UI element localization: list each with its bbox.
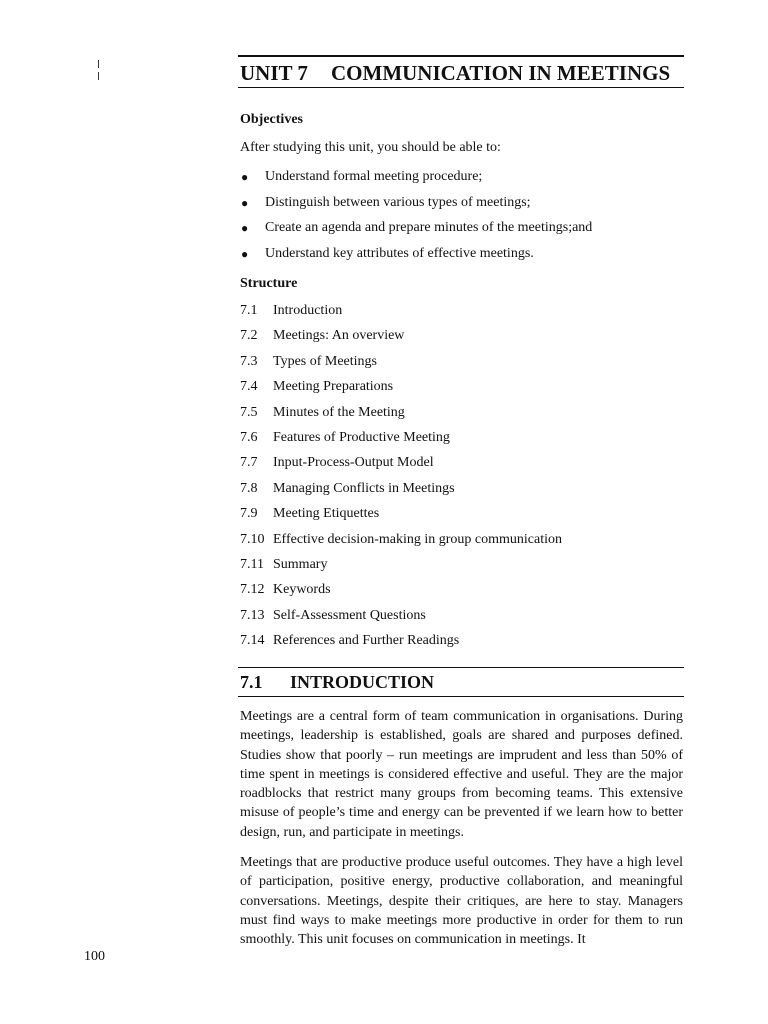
structure-item-title: Minutes of the Meeting bbox=[273, 404, 405, 420]
bullet-icon: ● bbox=[241, 221, 249, 235]
structure-item bbox=[240, 505, 562, 530]
structure-item-title: Features of Productive Meeting bbox=[273, 429, 450, 445]
structure-item bbox=[240, 353, 562, 378]
section-title: INTRODUCTION bbox=[290, 672, 435, 692]
structure-item-number: 7.7 bbox=[240, 455, 258, 471]
section-header bbox=[238, 667, 684, 697]
structure-item-number: 7.12 bbox=[240, 582, 265, 598]
objective-text: Create an agenda and prepare minutes of the meetings;and bbox=[265, 220, 593, 235]
structure-item-title: Meetings: An overview bbox=[273, 328, 405, 344]
structure-item-number: 7.9 bbox=[240, 506, 258, 522]
bullet-icon: ● bbox=[241, 170, 249, 184]
structure-item-number: 7.14 bbox=[240, 633, 265, 649]
objective-text: Distinguish between various types of meetings; bbox=[265, 194, 531, 210]
structure-heading: Structure bbox=[240, 276, 298, 291]
objective-item bbox=[240, 219, 592, 245]
structure-item-title: Keywords bbox=[273, 582, 331, 598]
margin-tick bbox=[98, 72, 99, 80]
page-number: 100 bbox=[84, 949, 105, 964]
structure-item bbox=[240, 378, 562, 403]
objective-item bbox=[240, 194, 592, 220]
unit-header bbox=[238, 55, 684, 88]
structure-item-title: Summary bbox=[273, 556, 328, 572]
structure-item-title: Managing Conflicts in Meetings bbox=[273, 480, 455, 496]
margin-tick bbox=[98, 60, 99, 68]
structure-item bbox=[240, 327, 562, 352]
structure-item bbox=[240, 581, 562, 606]
objectives-intro: After studying this unit, you should be able to: bbox=[240, 140, 501, 155]
structure-item-title: Self-Assessment Questions bbox=[273, 607, 426, 623]
structure-item bbox=[240, 454, 562, 479]
structure-item bbox=[240, 531, 562, 556]
structure-item bbox=[240, 632, 562, 657]
structure-item-number: 7.1 bbox=[240, 303, 258, 318]
structure-item bbox=[240, 556, 562, 581]
bullet-icon: ● bbox=[241, 246, 249, 261]
structure-item-number: 7.2 bbox=[240, 328, 258, 344]
bullet-icon: ● bbox=[241, 195, 249, 210]
structure-item-number: 7.6 bbox=[240, 429, 258, 445]
structure-item-title: References and Further Readings bbox=[273, 633, 460, 649]
structure-item-number: 7.13 bbox=[240, 607, 265, 623]
unit-title: COMMUNICATION IN MEETINGS bbox=[331, 61, 671, 85]
structure-item-title: Effective decision-making in group communication bbox=[273, 531, 562, 547]
structure-item bbox=[240, 302, 562, 327]
structure-item-number: 7.4 bbox=[240, 379, 258, 395]
structure-item-number: 7.8 bbox=[240, 480, 258, 496]
objective-text: Understand key attributes of effective meetings. bbox=[265, 245, 534, 261]
structure-item-title: Meeting Preparations bbox=[273, 379, 394, 395]
structure-item bbox=[240, 429, 562, 454]
section-number: 7.1 bbox=[240, 672, 263, 692]
body-paragraph: Meetings are a central form of team communication in organisations. During meetings, leadership is established, goals are shared and purposes defined. Studies show that poorly – run meetings are imprudent and less than 50% of time spent in meetings is considered effective and useful. They are the major roadblocks that restrict many groups from becoming teams. This extensive misuse of people’s time and energy can be prevented if we learn how to better design, run, and participate in meetings. bbox=[240, 709, 683, 840]
objective-item bbox=[240, 168, 592, 194]
margin-marks bbox=[97, 60, 101, 82]
structure-item-title: Meeting Etiquettes bbox=[273, 506, 380, 522]
structure-item-number: 7.5 bbox=[240, 404, 258, 420]
objectives-heading: Objectives bbox=[240, 112, 303, 127]
structure-item-number: 7.10 bbox=[240, 531, 265, 547]
structure-list bbox=[240, 302, 562, 657]
structure-item-number: 7.3 bbox=[240, 353, 258, 369]
structure-item-title: Types of Meetings bbox=[273, 353, 378, 369]
structure-item-title: Introduction bbox=[273, 303, 343, 318]
body-paragraph: Meetings that are productive produce useful outcomes. They have a high level of participation, positive energy, productive collaboration, and meaningful conversations. Meetings, despite their critiques, are here to stay. Managers must find ways to make meetings more productive in order for them to run smoothly. This unit focuses on communication in meetings. It bbox=[240, 855, 683, 948]
structure-item bbox=[240, 607, 562, 632]
unit-number: UNIT 7 bbox=[240, 61, 308, 85]
objective-text: Understand formal meeting procedure; bbox=[265, 169, 483, 184]
structure-item-title: Input-Process-Output Model bbox=[273, 455, 434, 471]
structure-item-number: 7.11 bbox=[240, 556, 264, 572]
objective-item bbox=[240, 245, 592, 271]
structure-item bbox=[240, 404, 562, 429]
structure-item bbox=[240, 480, 562, 505]
objectives-list bbox=[240, 168, 592, 270]
